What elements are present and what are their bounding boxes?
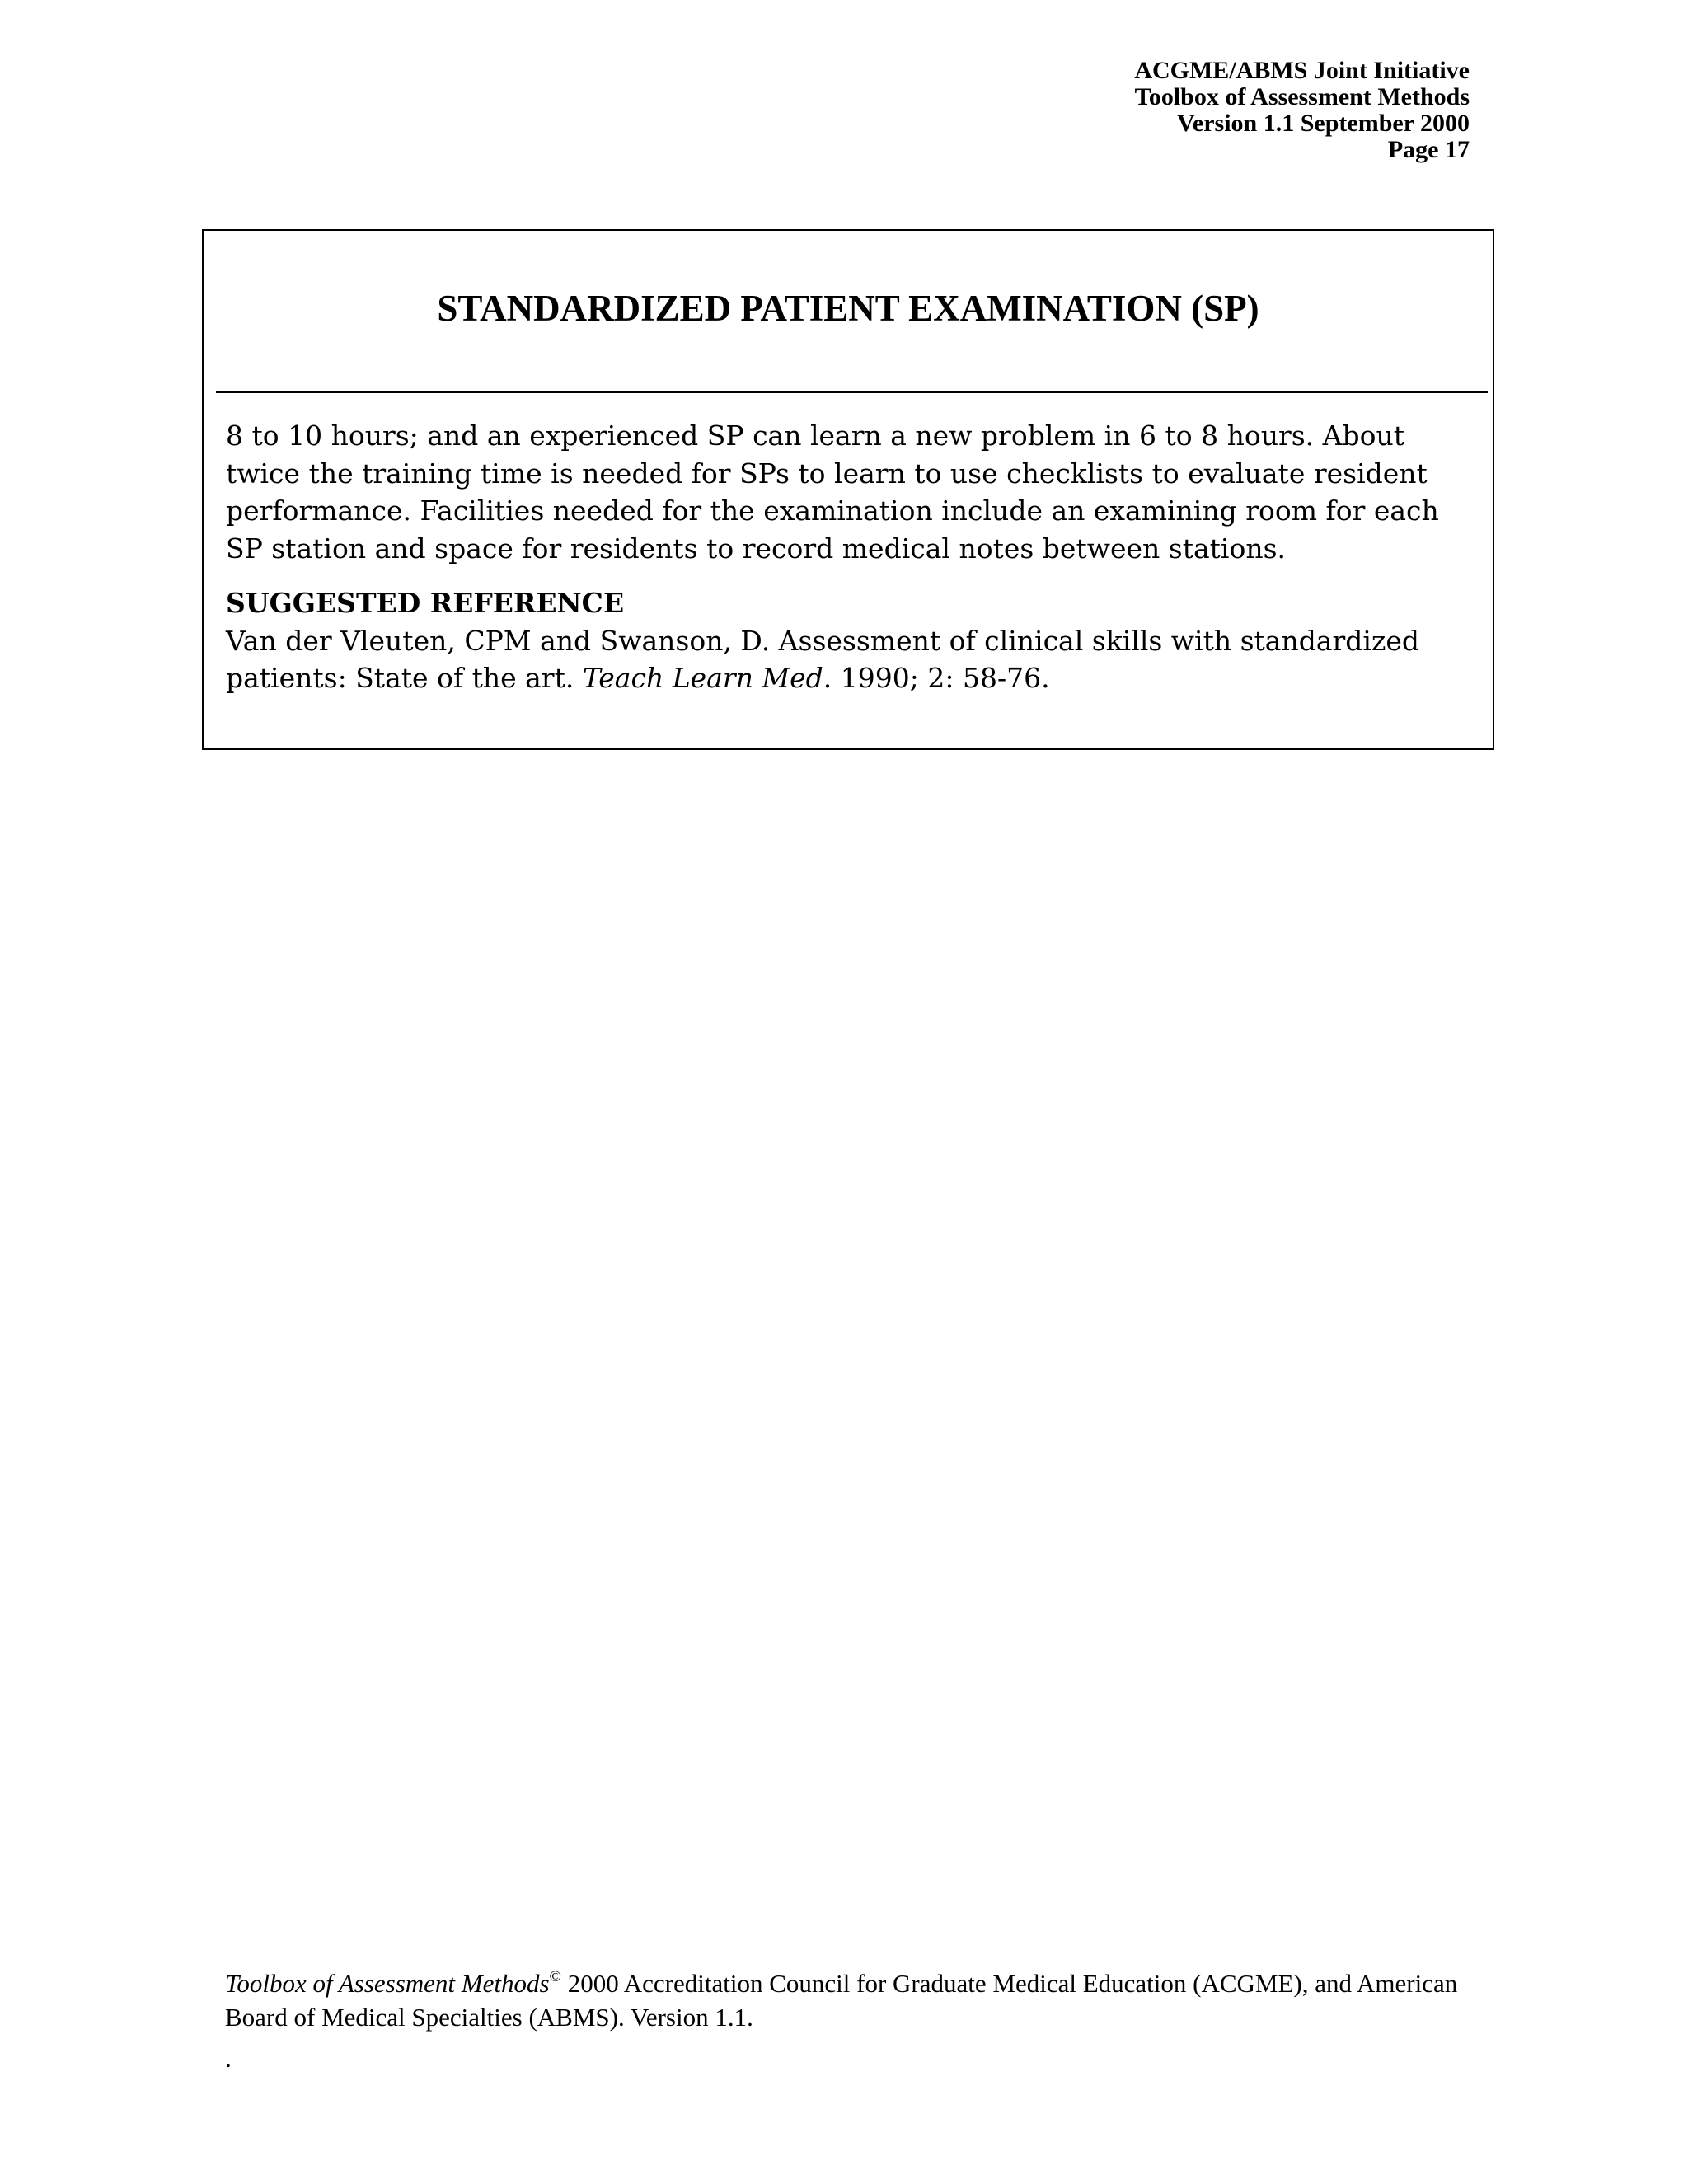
footer-copyright — [225, 1966, 1511, 2034]
content-box — [202, 229, 1494, 750]
reference-citation — [226, 622, 1468, 697]
header-initiative: ACGME/ABMS Joint Initiative — [1134, 57, 1470, 84]
footer-toolbox-title: Toolbox of Assessment Methods — [225, 1969, 550, 1998]
body-paragraph: 8 to 10 hours; and an experienced SP can learn a new problem in 6 to 8 hours. About twice the training time is needed for SPs to learn to use checklists to evaluate resident performance. Facilities needed for the examination include an examining room for each SP station and space for residents to record medical notes between stations. — [226, 419, 1439, 565]
reference-heading: SUGGESTED REFERENCE — [226, 587, 625, 619]
box-body — [226, 417, 1468, 697]
header-toolbox: Toolbox of Assessment Methods — [1134, 83, 1470, 110]
header-page-number: Page 17 — [1387, 136, 1470, 163]
reference-details: . 1990; 2: 58-76. — [823, 662, 1050, 694]
footer-text: 2000 Accreditation Council for Graduate Medical Education (ACGME), and American Board of Medical Specialties (ABMS). Version 1.1. — [225, 1969, 1458, 2032]
box-title: STANDARDIZED PATIENT EXAMINATION (SP) — [437, 288, 1259, 329]
footer-dot: . — [225, 2044, 232, 2073]
reference-journal: Teach Learn Med — [582, 662, 823, 694]
header-version: Version 1.1 September 2000 — [1177, 110, 1470, 137]
page-footer — [225, 1966, 1511, 2034]
title-divider — [216, 391, 1488, 393]
page-header — [1134, 58, 1470, 163]
copyright-symbol: © — [549, 1968, 561, 1985]
reference-authors-title: Van der Vleuten, CPM and Swanson, D. Assessment of clinical skills with standardized patients: State of the art. — [226, 624, 1420, 694]
